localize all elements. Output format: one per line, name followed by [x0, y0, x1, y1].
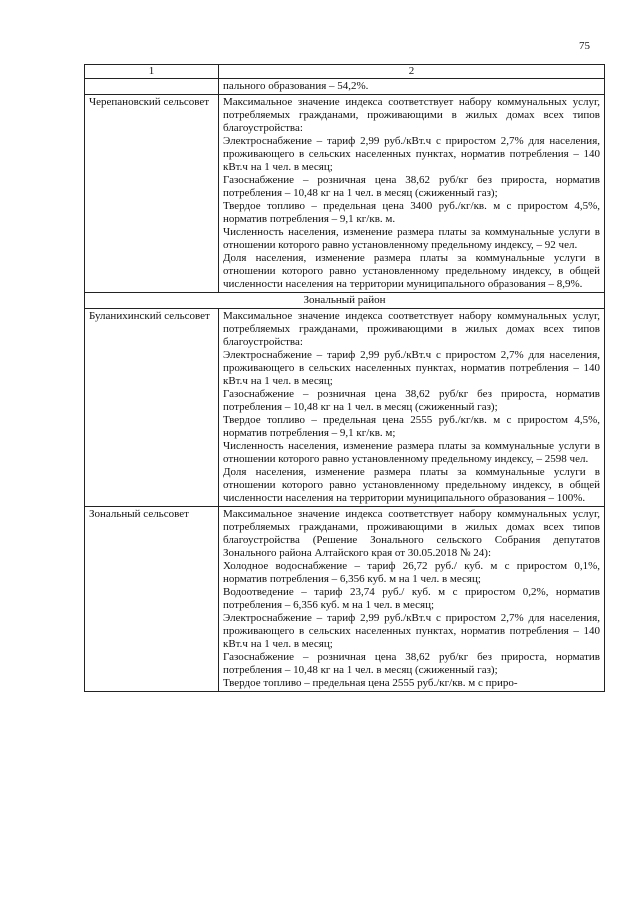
municipality-name: Черепановский сельсовет: [85, 95, 219, 293]
col-header-1: 1: [85, 65, 219, 79]
continuation-row: [85, 79, 605, 95]
description-line: Холодное водоснабжение – тариф 26,72 руб./ куб. м с приростом 0,1%, норматив потребления – 6,356 куб. м на 1 чел. в месяц;: [223, 560, 600, 585]
table-row: [85, 95, 605, 293]
municipality-description: [219, 309, 605, 507]
description-line: Максимальное значение индекса соответствует набору коммунальных услуг, потребляемых гражданами, проживающими в жилых домах всех типов благоустройства:: [223, 310, 600, 348]
description-line: Электроснабжение – тариф 2,99 руб./кВт.ч с приростом 2,7% для населения, проживающего в сельских населенных пунктах, норматив потребления – 140 кВт.ч на 1 чел. в месяц;: [223, 349, 600, 387]
description-line: Доля населения, изменение размера платы за коммунальные услуги в отношении которого равно установленному предельному индексу, в общей численности населения на территории муниципального образования – 8,9%.: [223, 252, 600, 290]
description-line: Максимальное значение индекса соответствует набору коммунальных услуг, потребляемых гражданами, проживающими в жилых домах всех типов благоустройства:: [223, 96, 600, 134]
page-number: 75: [579, 40, 590, 52]
table-row: [85, 309, 605, 507]
description-line: Доля населения, изменение размера платы за коммунальные услуги в отношении которого равно установленному предельному индексу, в общей численности населения на территории муниципального образования – 100%.: [223, 466, 600, 504]
description-line: Численность населения, изменение размера платы за коммунальные услуги в отношении которого равно установленному предельному индексу, – 2598 чел.: [223, 440, 600, 465]
header-row: [85, 65, 605, 79]
municipality-name: Зональный сельсовет: [85, 507, 219, 692]
region-row: [85, 293, 605, 309]
description-line: Твердое топливо – предельная цена 2555 руб./кг/кв. м с приро-: [223, 677, 518, 689]
empty-cell: [85, 79, 219, 95]
municipality-name: Буланихинский сельсовет: [85, 309, 219, 507]
data-table: [84, 64, 605, 692]
description-line: Твердое топливо – предельная цена 2555 руб./кг/кв. м с приростом 4,5%, норматив потребления – 9,1 кг/кв. м;: [223, 414, 600, 439]
description-line: Электроснабжение – тариф 2,99 руб./кВт.ч с приростом 2,7% для населения, проживающего в сельских населенных пунктах, норматив потребления – 140 кВт.ч на 1 чел. в месяц;: [223, 135, 600, 173]
col-header-2: 2: [219, 65, 605, 79]
description-line: Численность населения, изменение размера платы за коммунальные услуги в отношении которого равно установленному предельному индексу, – 92 чел.: [223, 226, 600, 251]
description-line: Газоснабжение – розничная цена 38,62 руб/кг без прироста, норматив потребления – 10,48 кг на 1 чел. в месяц (сжиженный газ);: [223, 388, 600, 413]
municipality-description: [219, 507, 605, 692]
table-row: [85, 507, 605, 692]
continuation-text: пального образования – 54,2%.: [219, 79, 605, 95]
description-line: Твердое топливо – предельная цена 3400 руб./кг/кв. м с приростом 4,5%, норматив потребления – 9,1 кг/кв. м.: [223, 200, 600, 225]
region-title: Зональный район: [85, 293, 605, 309]
description-line: Электроснабжение – тариф 2,99 руб./кВт.ч с приростом 2,7% для населения, проживающего в сельских населенных пунктах, норматив потребления – 140 кВт.ч на 1 чел. в месяц;: [223, 612, 600, 650]
municipality-description: [219, 95, 605, 293]
description-line: Максимальное значение индекса соответствует набору коммунальных услуг, потребляемых гражданами, проживающими в жилых домах всех типов благоустройства (Решение Зонального сельского Собрания депутатов Зонального района Алтайского края от 30.05.2018 № 24):: [223, 508, 600, 559]
description-line: Газоснабжение – розничная цена 38,62 руб/кг без прироста, норматив потребления – 10,48 кг на 1 чел. в месяц (сжиженный газ);: [223, 651, 600, 676]
description-line: Газоснабжение – розничная цена 38,62 руб/кг без прироста, норматив потребления – 10,48 кг на 1 чел. в месяц (сжиженный газ);: [223, 174, 600, 199]
description-line: Водоотведение – тариф 23,74 руб./ куб. м с приростом 0,2%, норматив потребления – 6,356 куб. м на 1 чел. в месяц;: [223, 586, 600, 611]
